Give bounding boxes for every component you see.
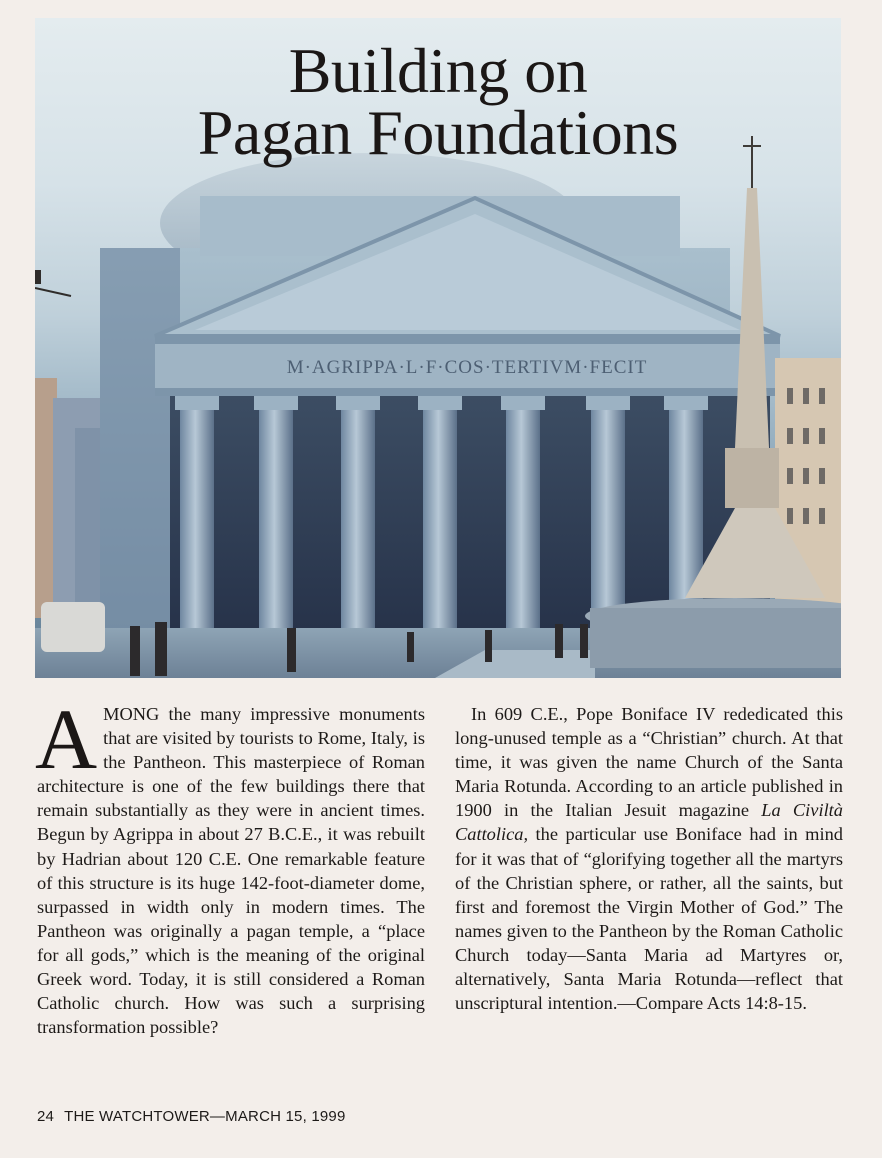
paragraph-1-body: the many impressive monuments that are visited by tourists to Rome, Italy, is the Pantheon. This masterpiece of Roman architecture is one of the few buildings there that remain substantially as they were in ancient times. Begun by Agrippa in about 27 B.C.E., it was rebuilt by Hadrian about 120 C.E. One remarkable feature of this structure is its huge 142-foot-diameter dome, surpassed in width only in modern times. The Pantheon was originally a pagan temple, a “place for all gods,” which is the meaning of the original Greek word. Today, it is still considered a Roman Catholic church. How was such a surprising transformation possible? [37, 704, 425, 1038]
article-title [35, 35, 841, 168]
text-column-left [35, 691, 425, 1039]
paragraph-2-part-2: the particular use Boniface had in mind for it was that of “glorifying together all the martyrs of the Christian sphere, or rather, all the saints, but first and foremost the Virgin Mother of God.” The names given to the Pantheon by the Roman Catholic Church today—Santa Maria ad Martyres or, alternatively, Santa Maria Rotunda—reflect that unscriptural intention.—Compare Acts 14:8-15. [455, 824, 843, 1014]
title-line-2: Pagan Foundations [197, 97, 679, 168]
text-column-right [455, 702, 843, 1015]
page-number: 24 [37, 1108, 55, 1125]
lead-word: MONG [103, 704, 160, 724]
title-line-1: Building on [288, 35, 588, 106]
page-footer [37, 1108, 346, 1125]
paragraph-1 [35, 691, 425, 1039]
paragraph-2-part-1: In 609 C.E., Pope Boniface IV rededicated this long-unused temple as a “Christian” church. At that time, it was given the name Church of the Santa Maria Rotunda. According to an article published in 1900 in the Italian Jesuit magazine [455, 704, 843, 821]
magazine-title: La Civiltà Cattolica, [455, 800, 843, 845]
drop-cap: A [35, 691, 98, 787]
publication-line: THE WATCHTOWER—MARCH 15, 1999 [64, 1108, 346, 1125]
paragraph-2 [455, 702, 843, 1015]
photo-inscription: M·AGRIPPA·L·F·COS·TERTIVM·FECIT [286, 357, 648, 378]
